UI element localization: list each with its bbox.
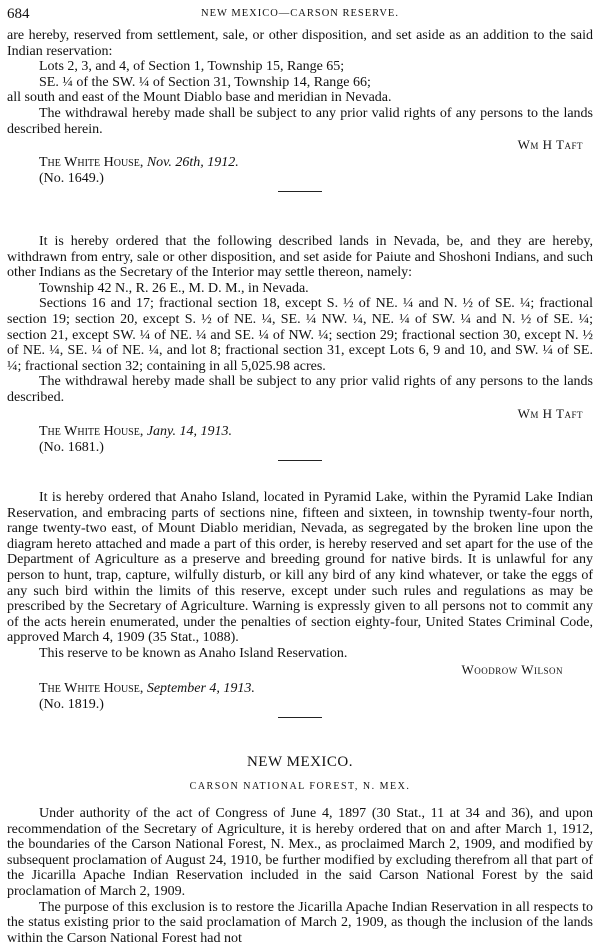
section-divider <box>278 717 322 718</box>
paragraph: are hereby, reserved from settlement, sale, or other disposition, and set aside as an addition to the said Indian reservation: <box>7 28 593 59</box>
paragraph: Sections 16 and 17; fractional section 18, except S. ½ of NE. ¼ and N. ½ of SE. ¼; fractional section 19; section 20, except S. ½ of NE. ¼, SE. ¼ NW. ¼, NE. ¼ of SW. ¼ and N. ½ of SE. ¼; section 21, except SW. ¼ of NE. ¼ and SE. ¼ of NW. ¼; section 29; fractional section 30, except N. ½ of NE. ¼, SE. ¼ of NE. ¼, and lot 8; fractional section 31, except Lots 6, 9 and 10, and SW. ¼ of SE. ¼; fractional section 32; containing in all 5,025.98 acres. <box>7 296 593 374</box>
white-house-line <box>7 424 593 440</box>
section-subtitle: CARSON NATIONAL FOREST, N. MEX. <box>189 781 411 792</box>
order-number: (No. 1649.) <box>39 171 104 187</box>
document-page <box>7 6 593 946</box>
order-section-1 <box>7 28 593 234</box>
signature: Woodrow Wilson <box>461 661 563 677</box>
signature: Wm H Taft <box>517 405 583 421</box>
paragraph: SE. ¼ of the SW. ¼ of Section 31, Township 14, Range 66; <box>39 74 371 90</box>
paragraph: Township 42 N., R. 26 E., M. D. M., in Nevada. <box>39 280 309 296</box>
order-date: Nov. 26th, 1912. <box>146 155 239 171</box>
section-title: NEW MEXICO. <box>246 754 354 770</box>
white-house-label: The White House, <box>39 423 144 439</box>
paragraph: The purpose of this exclusion is to restore the Jicarilla Apache Indian Reservation in all respects to the status existing prior to the said proclamation of March 2, 1909, as though the inclusion of the lands within the Carson National Forest had not <box>7 899 593 946</box>
order-section-2 <box>7 234 593 490</box>
paragraph: Lots 2, 3, and 4, of Section 1, Township 15, Range 65; <box>39 59 345 75</box>
paragraph: It is hereby ordered that Anaho Island, located in Pyramid Lake, within the Pyramid Lake Indian Reservation, and embracing parts of sections nine, fifteen and sixteen, in township twenty-four north, range twenty-two east, of Mount Diablo meridian, Nevada, as segregated by the broken line upon the diagram hereto attached and made a part of this order, is hereby reserved and set apart for the use of the Department of Agriculture as a preserve and breeding ground for native birds. It is unlawful for any person to hunt, trap, capture, wilfully disturb, or kill any bird of any kind whatever, or take the eggs of any such bird within the limits of this reserve, except under such rules and regulations as may be prescribed by the Secretary of Agriculture. Warning is expressly given to all persons not to commit any of the acts herein enumerated, under the penalties of section eighty-four, United States Criminal Code, approved March 4, 1909 (35 Stat., 1088). <box>7 490 593 646</box>
paragraph: Under authority of the act of Congress of June 4, 1897 (30 Stat., 11 at 34 and 36), and upon recommendation of the Secretary of Agriculture, it is hereby ordered that on and after March 1, 1912, the boundaries of the Carson National Forest, N. Mex., as proclaimed March 2, 1909, and modified by subsequent proclamation of August 24, 1910, be further modified by excluding therefrom all that part of the Jicarilla Apache Indian Reservation included in the said Carson National Forest by the said proclamation of March 2, 1909. <box>7 806 593 899</box>
order-section-4 <box>7 754 593 946</box>
order-number: (No. 1681.) <box>39 439 104 455</box>
paragraph: It is hereby ordered that the following described lands in Nevada, be, and they are hereby, withdrawn from entry, sale or other disposition, and set aside for Paiute and Shoshoni Indians, and such other Indians as the Secretary of the Interior may settle thereon, namely: <box>7 234 593 281</box>
paragraph: The withdrawal hereby made shall be subject to any prior valid rights of any persons to the lands described. <box>7 374 593 405</box>
white-house-label: The White House, <box>39 680 144 696</box>
page-number: 684 <box>7 6 30 22</box>
order-date: September 4, 1913. <box>146 680 255 696</box>
section-divider <box>278 460 322 461</box>
paragraph: all south and east of the Mount Diablo base and meridian in Nevada. <box>7 90 392 106</box>
signature: Wm H Taft <box>517 137 583 153</box>
paragraph: This reserve to be known as Anaho Island Reservation. <box>39 645 348 661</box>
order-date: Jany. 14, 1913. <box>146 423 232 439</box>
white-house-line <box>7 681 593 697</box>
order-number: (No. 1819.) <box>39 696 104 712</box>
section-divider <box>278 191 322 192</box>
running-head: NEW MEXICO—CARSON RESERVE. <box>201 8 399 19</box>
paragraph: The withdrawal hereby made shall be subject to any prior valid rights of any persons to the lands described herein. <box>7 105 593 137</box>
white-house-label: The White House, <box>39 155 144 171</box>
order-section-3 <box>7 490 593 750</box>
white-house-line <box>7 155 593 171</box>
page-header <box>7 6 593 28</box>
